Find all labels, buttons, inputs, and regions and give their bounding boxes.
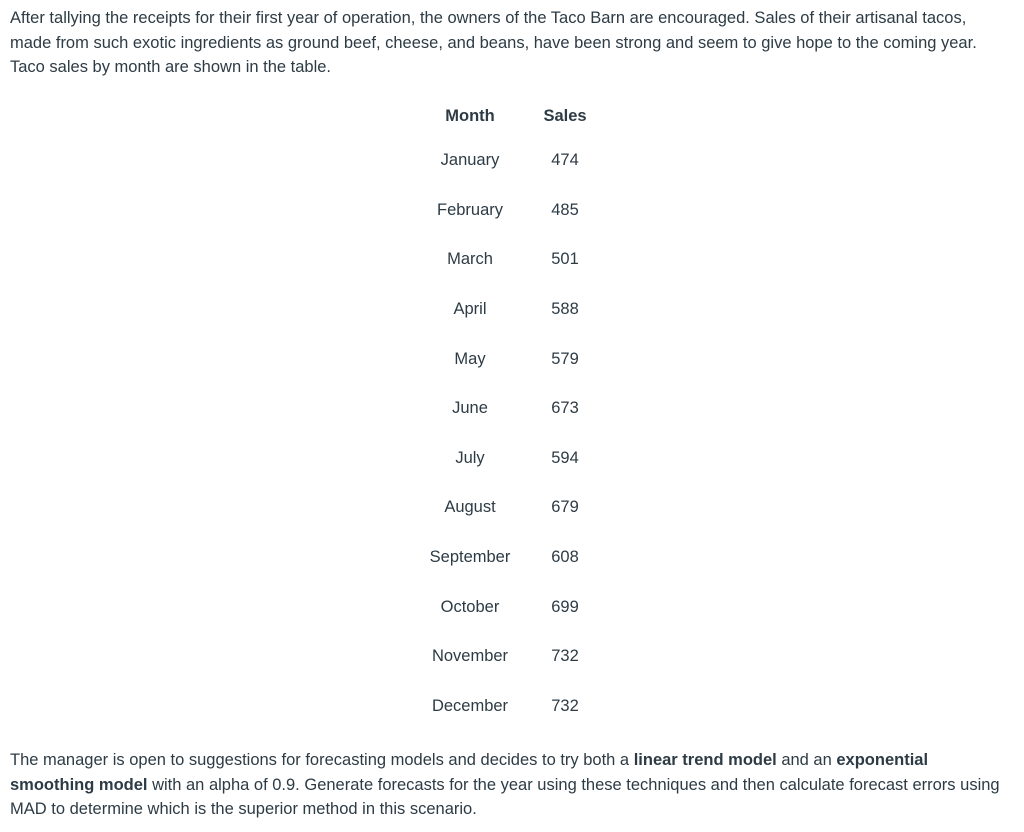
month-cell: September [429,548,511,567]
month-cell: January [440,151,500,170]
taco-sales-table [418,96,608,731]
table-header-row [418,96,608,136]
sales-cell: 588 [551,300,579,319]
table-row [418,334,608,384]
outro-text-part1: The manager is open to suggestions for forecasting models and decides to try both a [10,751,634,769]
table-row [418,632,608,682]
sales-cell: 679 [551,498,579,517]
table-row [418,285,608,335]
month-cell: October [440,597,500,616]
sales-cell: 732 [551,696,579,715]
month-cell: March [447,250,493,269]
table-row [418,384,608,434]
month-cell: June [452,399,488,418]
sales-cell: 732 [551,647,579,666]
month-cell: August [444,498,496,517]
sales-cell: 579 [551,349,579,368]
table-row [418,235,608,285]
outro-paragraph [10,748,1010,822]
table-row [418,533,608,583]
month-cell: April [453,300,487,319]
sales-cell: 501 [551,250,579,269]
outro-text-part2: and an [776,751,837,769]
table-row [418,682,608,732]
month-cell: May [454,349,486,368]
month-cell: February [436,200,504,219]
exponential-smoothing-model-term: exponential smoothing model [10,751,929,794]
table-row [418,186,608,236]
month-cell: December [431,696,509,715]
table-row [418,483,608,533]
outro-text-part3: with an alpha of 0.9. Generate forecasts for the year using these techniques and then calculate forecast errors using MAD to determine which is the superior method in this scenario. [10,775,1000,818]
linear-trend-model-term: linear trend model [633,751,777,769]
month-column-header: Month [445,106,495,125]
intro-paragraph: After tallying the receipts for their first year of operation, the owners of the Taco Barn are encouraged. Sales of their artisanal tacos, made from such exotic ingredients as ground beef, cheese, and beans, have been strong and seem to give hope to the coming year. Taco sales by month are shown in the table. [10,9,977,76]
table-row [418,434,608,484]
month-cell: November [431,647,509,666]
sales-cell: 699 [551,597,579,616]
sales-cell: 594 [551,448,579,467]
sales-cell: 673 [551,399,579,418]
table-row [418,582,608,632]
month-cell: July [455,448,485,467]
table-row [418,136,608,186]
sales-column-header: Sales [543,106,587,125]
sales-cell: 485 [551,200,579,219]
sales-cell: 608 [551,548,579,567]
sales-cell: 474 [551,151,579,170]
